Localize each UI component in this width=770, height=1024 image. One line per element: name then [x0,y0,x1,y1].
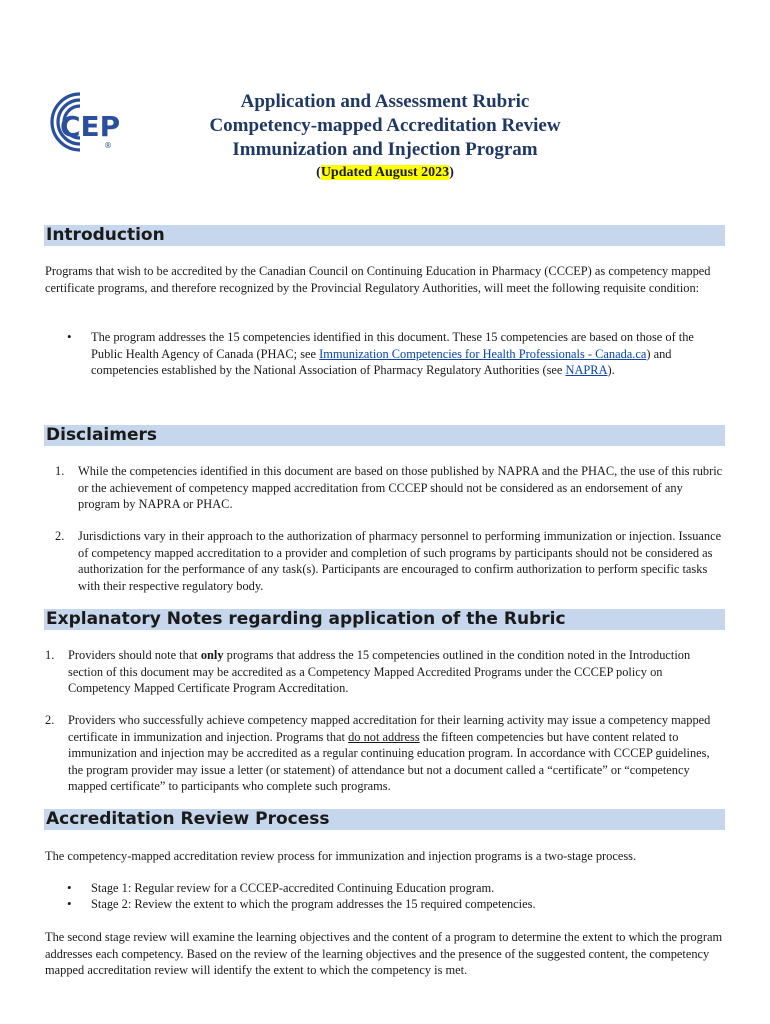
logo-text: CEP [60,110,121,143]
review-process-heading: Accreditation Review Process [44,809,725,830]
disclaimer-item-2: Jurisdictions vary in their approach to the authorization of pharmacy personnel to performing immunization or injection. Issuance of competency mapped accreditation to a provider and completion of such programs by participants should not be considered as authorization for the performance of any task(s). Participants are encouraged to confirm authorization to perform specific tasks with their respective regulatory body. [78,529,722,593]
updated-highlight: Updated August 2023 [320,165,450,180]
review-intro: The competency-mapped accreditation review process for immunization and injection programs is a two-stage process. [45,849,637,863]
napra-link[interactable]: NAPRA [565,363,608,377]
document-title [120,90,650,183]
explanatory-item-1: Providers should note that only programs that address the 15 competencies outlined in the condition noted in the Introduction section of this document may be accredited as a Competency Mapped Accredited Programs under the CCCEP policy on Competency Mapped Certificate Program Accreditation. [68,648,691,695]
cccep-logo [40,84,122,158]
updated-date: (Updated August 2023) [316,165,454,180]
explanatory-number-1: 1. [45,648,55,662]
introduction-heading: Introduction [44,225,725,246]
introduction-paragraph: Programs that wish to be accredited by the Canadian Council on Continuing Education in Pharmacy (CCCEP) as competency mapped certificate programs, and therefore recognized by the Provincial Regulatory Authorities, will meet the following requisite condition: [45,264,711,295]
disclaimer-number-1: 1. [55,464,65,478]
explanatory-item-2: Providers who successfully achieve competency mapped accreditation for their learning activity may issue a competency mapped certificate in immunization and injection. Programs that do not address the fifteen competencies but have content related to immunization and injection may be accredited as a regular continuing education program. In accordance with CCCEP guidelines, the program provider may issue a letter (or statement) of attendance but not a document called a “certificate” or “competency mapped certificate” to participants who complete such programs. [68,713,711,793]
disclaimer-item-1: While the competencies identified in this document are based on those published by NAPRA and the PHAC, the use of this rubric or the achievement of competency mapped accreditation from CCCEP should not be considered as an endorsement of any program by NAPRA or PHAC. [78,464,723,511]
bullet-icon: • [67,329,72,344]
phac-competencies-link[interactable]: Immunization Competencies for Health Professionals - Canada.ca [319,346,647,361]
title-line-3: Immunization and Injection Program [232,139,538,160]
bullet-icon: • [67,896,72,911]
title-line-2: Competency-mapped Accreditation Review [209,115,561,136]
introduction-bullet: The program addresses the 15 competencies identified in this document. These 15 competencies are based on those of the Public Health Agency of Canada (PHAC; see Immunization Competencies for Health Professionals - Canada.ca) and competencies established by the National Association of Pharmacy Regulatory Authorities (see NAPRA). [91,330,694,377]
explanatory-notes-heading: Explanatory Notes regarding application of the Rubric [44,609,725,630]
disclaimer-number-2: 2. [55,529,65,543]
explanatory-number-2: 2. [45,713,55,727]
review-closing-paragraph: The second stage review will examine the learning objectives and the content of a program to determine the extent to which the program addresses each competency. Based on the review of the learning objectives and the presence of the suggested content, the competency mapped accreditation review will identify the extent to which the competency is met. [45,930,723,977]
disclaimers-heading: Disclaimers [44,425,725,446]
stage-2-item: Stage 2: Review the extent to which the program addresses the 15 required competencies. [91,897,536,911]
stage-1-item: Stage 1: Regular review for a CCCEP-accredited Continuing Education program. [91,881,495,895]
title-line-1: Application and Assessment Rubric [240,91,530,112]
registered-mark: ® [104,141,112,150]
bullet-icon: • [67,880,72,895]
